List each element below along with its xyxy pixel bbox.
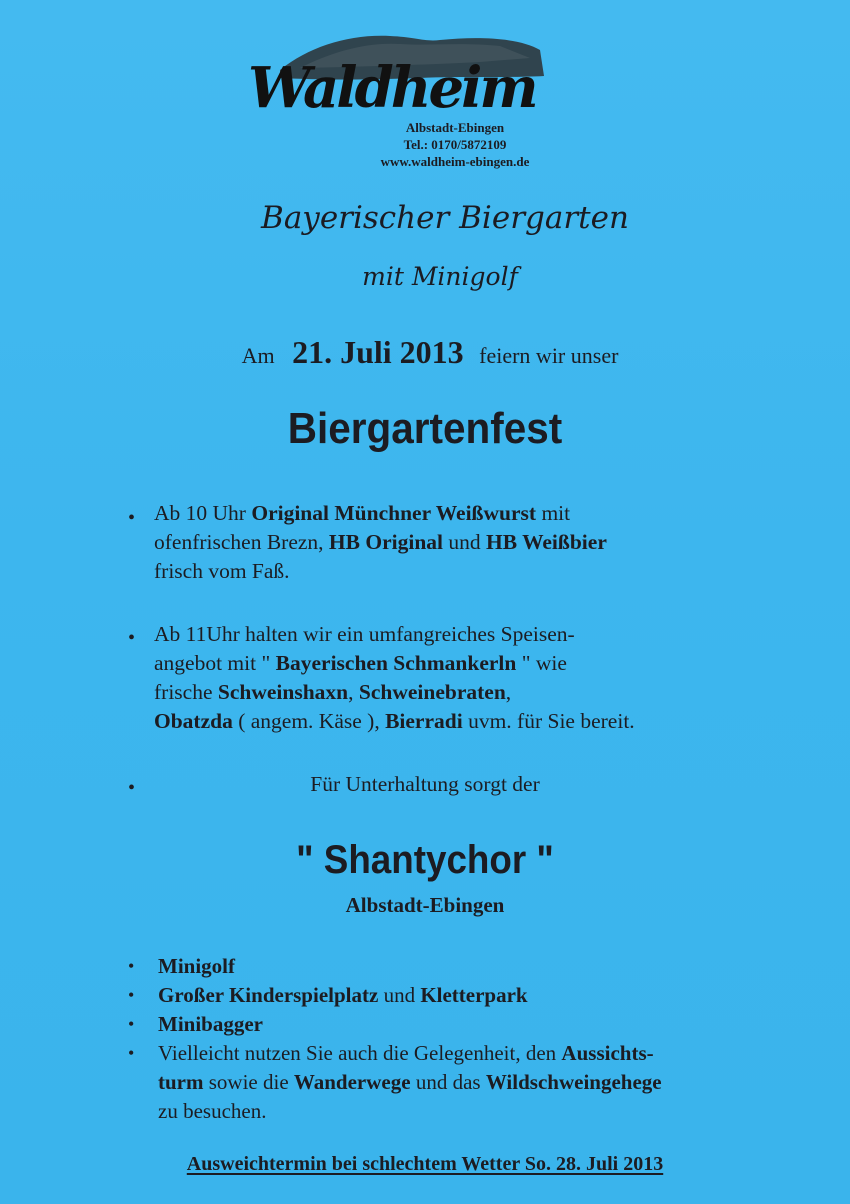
extras-list [128, 952, 808, 1126]
text-line [158, 1097, 662, 1126]
text-line [158, 1039, 662, 1068]
text-line [154, 649, 794, 678]
bullet-icon: • [128, 956, 135, 976]
alternative-date-note [0, 1153, 850, 1176]
logo-wordmark: Waldheim [248, 55, 536, 121]
bold-text: Wildschweingehege [485, 1070, 662, 1094]
item-weisswurst [154, 499, 794, 586]
list-item-text [158, 952, 235, 981]
text-line [154, 678, 794, 707]
text-line [158, 981, 528, 1010]
list-item [128, 1010, 808, 1039]
shantychor-title: " Shantychor " [296, 838, 554, 882]
bullet-icon: • [128, 985, 135, 1005]
text-line [158, 1068, 662, 1097]
text-run: ( angem. Käse ), [232, 709, 386, 733]
item-speisen [154, 620, 794, 736]
bullet-icon: • [128, 1014, 135, 1034]
shantychor-place: Albstadt-Ebingen [345, 893, 505, 917]
text-run: uvm. für Sie bereit. [462, 709, 635, 733]
bold-text: Großer Kinderspielplatz [158, 983, 379, 1007]
bold-text: Minigolf [158, 954, 235, 978]
text-run: ofenfrischen Brezn, [154, 530, 329, 554]
list-item [128, 981, 808, 1010]
list-item-text [158, 1039, 662, 1126]
bold-text: Bierradi [385, 709, 463, 733]
date-suffix: feiern wir unser [479, 343, 619, 368]
page-title: Bayerischer Biergarten [261, 200, 629, 236]
text-run: Ab 11Uhr halten wir ein umfangreiches Speisen- [154, 622, 575, 646]
list-item [128, 1039, 808, 1126]
bold-text: HB Weißbier [486, 530, 607, 554]
list-item-text [158, 981, 528, 1010]
page-subtitle: mit Minigolf [362, 262, 518, 291]
bullet-icon: • [128, 507, 136, 529]
date-prefix: Am [241, 343, 275, 368]
text-run: frisch vom Faß. [154, 559, 290, 583]
bold-text: Bayerischen Schmankerln [275, 651, 517, 675]
text-line [154, 557, 794, 586]
contact-city: Albstadt-Ebingen [405, 120, 505, 135]
text-run: , [348, 680, 359, 704]
date-line [0, 334, 850, 371]
bold-text: Original Münchner Weißwurst [251, 501, 537, 525]
alternative-date-text: Ausweichtermin bei schlechtem Wetter So. 28. Juli 2013 [186, 1153, 664, 1175]
text-run: frische [154, 680, 218, 704]
bullet-icon: • [128, 627, 136, 649]
bold-text: Schweinshaxn [217, 680, 349, 704]
bullet-icon: • [128, 777, 136, 799]
entertainment-text: Für Unterhaltung sorgt der [310, 772, 540, 796]
text-run: und [443, 530, 487, 554]
text-run: angebot mit " [154, 651, 276, 675]
text-line [158, 1010, 263, 1039]
bold-text: Obatzda [154, 709, 233, 733]
text-line [158, 952, 235, 981]
bullet-icon: • [128, 1043, 135, 1063]
bold-text: Minibagger [158, 1012, 263, 1036]
text-run: Ab 10 Uhr [154, 501, 252, 525]
bold-text: Wanderwege [293, 1070, 411, 1094]
bold-text: HB Original [328, 530, 444, 554]
text-run: und das [410, 1070, 486, 1094]
list-item [128, 952, 808, 981]
bold-text: Kletterpark [420, 983, 528, 1007]
waldheim-logo [240, 28, 570, 121]
event-date: 21. Juli 2013 [292, 334, 464, 370]
contact-block [0, 119, 850, 170]
bold-text: Schweinebraten [358, 680, 506, 704]
text-run: Vielleicht nutzen Sie auch die Gelegenheit, den [158, 1041, 562, 1065]
list-item-text [158, 1010, 263, 1039]
bold-text: turm [158, 1070, 204, 1094]
contact-web: www.waldheim-ebingen.de [380, 154, 530, 169]
text-line [154, 528, 794, 557]
event-headline: Biergartenfest [287, 404, 563, 453]
text-line [154, 707, 794, 736]
text-run: zu besuchen. [158, 1099, 267, 1123]
text-line [154, 499, 794, 528]
text-run: und [378, 983, 421, 1007]
contact-phone: Tel.: 0170/5872109 [403, 137, 507, 152]
text-run: mit [536, 501, 571, 525]
text-line [154, 620, 794, 649]
text-run: , [505, 680, 512, 704]
bold-text: Aussichts- [561, 1041, 654, 1065]
text-run: " wie [516, 651, 567, 675]
text-run: sowie die [203, 1070, 294, 1094]
